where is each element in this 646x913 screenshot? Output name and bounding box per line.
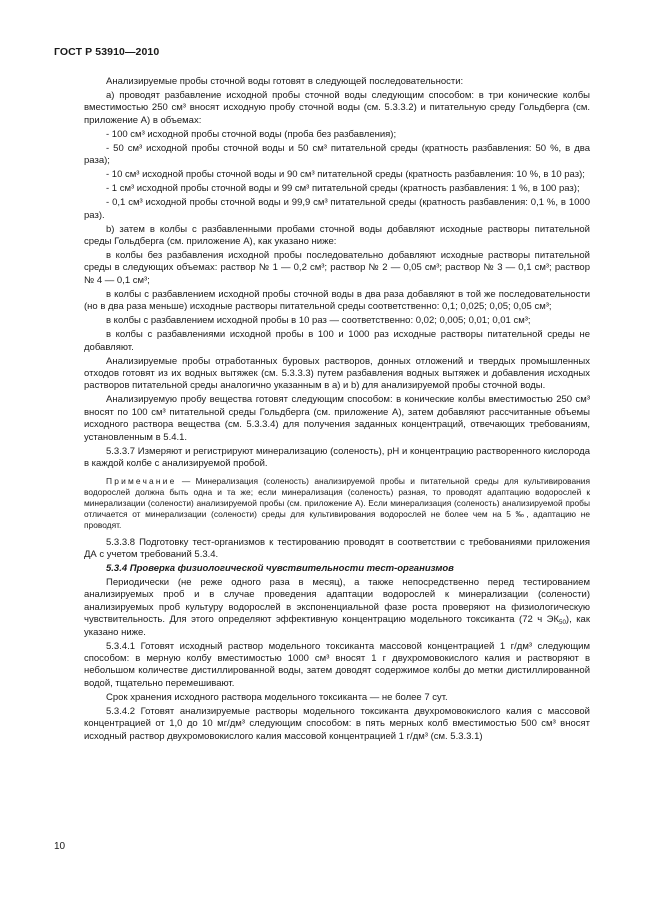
paragraph-text-end: ), как указано ниже.: [84, 614, 590, 638]
paragraph: в колбы с разбавлением исходной пробы сточной воды в два раза добавляют в той же последовательности (но в два раза меньше) исходные растворы питательной среды соответственно: 0,1; 0,025; 0,05; 0,05 см³;: [84, 288, 590, 313]
section-heading: 5.3.4 Проверка физиологической чувствительности тест-организмов: [106, 562, 454, 574]
page-number: 10: [54, 841, 66, 852]
list-item: - 1 см³ исходной пробы сточной воды и 99 см³ питательной среды (кратность разбавления: 1 %, в 100 раз);: [106, 183, 580, 195]
list-item: - 100 см³ исходной пробы сточной воды (проба без разбавления);: [106, 128, 397, 140]
note-text: — Минерализация (соленость) анализируемой пробы и питательной среды для культивирования водорослей должна быть одна и та же; если минерализация (соленость) разная, то проводят адаптацию водорослей к минерализации (солености) анализируемой пробы (см. приложение А). Если минерализация (соленость) анализируемой пробы отличается от минерализации (солености) среды для культивирования водорослей не более чем на 5 ‰, адаптацию не проводят.: [84, 475, 590, 531]
paragraph: 5.3.4.2 Готовят анализируемые растворы модельного токсиканта двухромовокислого калия с массовой концентрацией от 1,0 до 10 мг/дм³ следующим способом: в пять мерных колб вместимостью 500 см³ вносят исходный раствор двухромовокислого калия массовой концентрацией 1 г/дм³ (см. 5.3.3.1): [84, 705, 590, 742]
paragraph: Анализируемые пробы сточной воды готовят в следующей последовательности:: [106, 76, 464, 87]
paragraph: в колбы с разбавлениями исходной пробы в 100 и 1000 раз исходные растворы питательной среды не добавляют.: [84, 329, 590, 353]
paragraph: а) проводят разбавление исходной пробы сточной воды следующим способом: в три конические колбы вместимостью 250 см³ вносят исходную пробу сточной воды (см. 5.3.3.2) и питательную среду Гольдберга (см. приложение А) в объемах:: [84, 90, 590, 126]
paragraph: Анализируемую пробу вещества готовят следующим способом: в конические колбы вместимостью 250 см³ вносят по 100 см³ питательной среды Гольдберга (см. приложение А), затем добавляют рассчитанные объемы исходного раствора вещества (см. 5.3.3.4) для получения заданных концентраций, отвечающих требованиям, установленным в 5.4.1.: [84, 394, 590, 443]
paragraph: 5.3.4.1 Готовят исходный раствор модельного токсиканта массовой концентрацией 1 г/дм³ следующим способом: в мерную колбу вместимостью 1000 см³ вносят 1 г двухромовокислого калия и растворяют в небольшом количестве дистиллированной воды, затем доводят содержимое колбы до метки дистиллированной водой, тщательно перемешивают.: [84, 640, 590, 689]
body-text: [84, 76, 590, 745]
subscript: 50: [559, 618, 566, 626]
paragraph: Анализируемые пробы отработанных буровых растворов, донных отложений и твердых промышленных отходов готовят из их водных вытяжек (см. 5.3.3.3) путем разбавления водных вытяжек и добавления исходных растворов питательной среды аналогично указанным в а) и b) для анализируемой пробы сточной воды.: [84, 355, 590, 392]
paragraph: в колбы без разбавления исходной пробы последовательно добавляют исходные растворы питательной среды в следующих объемах: раствор № 1 — 0,2 см³; раствор № 2 — 0,05 см³; раствор № 3 — 0,1 см³; раствор № 4 — 0,1 см³;: [84, 250, 590, 286]
paragraph: 5.3.3.7 Измеряют и регистрируют минерализацию (соленость), pH и концентрацию растворенного кислорода в каждой колбе с анализируемой пробой.: [84, 445, 590, 470]
paragraph: Срок хранения исходного раствора модельного токсиканта — не более 7 сут.: [106, 691, 448, 703]
paragraph: 5.3.3.8 Подготовку тест-организмов к тестированию проводят в соответствии с требованиями приложения ДА с учетом требований 5.3.4.: [84, 536, 590, 560]
paragraph: [84, 577, 590, 639]
list-item: - 50 см³ исходной пробы сточной воды и 50 см³ питательной среды (кратность разбавления: 50 %, в два раза);: [84, 142, 590, 167]
paragraph: b) затем в колбы с разбавленными пробами сточной воды добавляют исходные растворы питательной среды Гольдберга (см. приложение А), как указано ниже:: [84, 223, 590, 248]
note-label: Примечание: [106, 475, 177, 486]
standard-header: ГОСТ Р 53910—2010: [54, 46, 160, 58]
note: [84, 476, 590, 532]
list-item: - 0,1 см³ исходной пробы сточной воды и 99,9 см³ питательной среды (кратность разбавления: 0,1 %, в 1000 раз).: [84, 197, 590, 221]
paragraph-text: Периодически (не реже одного раза в месяц), а также непосредственно перед тестированием анализируемых проб и в случае проведения адаптации водорослей к минерализации (солености) анализируемых проб культуру водорослей в экспоненциальной фазе роста проверяют на физиологическую чувствительность. Для этого определяют эффективную концентрацию модельного токсиканта (72 ч ЭК: [84, 576, 590, 626]
list-item: - 10 см³ исходной пробы сточной воды и 90 см³ питательной среды (кратность разбавления: 10 %, в 10 раз);: [106, 169, 585, 181]
paragraph: в колбы с разбавлением исходной пробы в 10 раз — соответственно: 0,02; 0,005; 0,01; 0,01 см³;: [106, 315, 531, 327]
